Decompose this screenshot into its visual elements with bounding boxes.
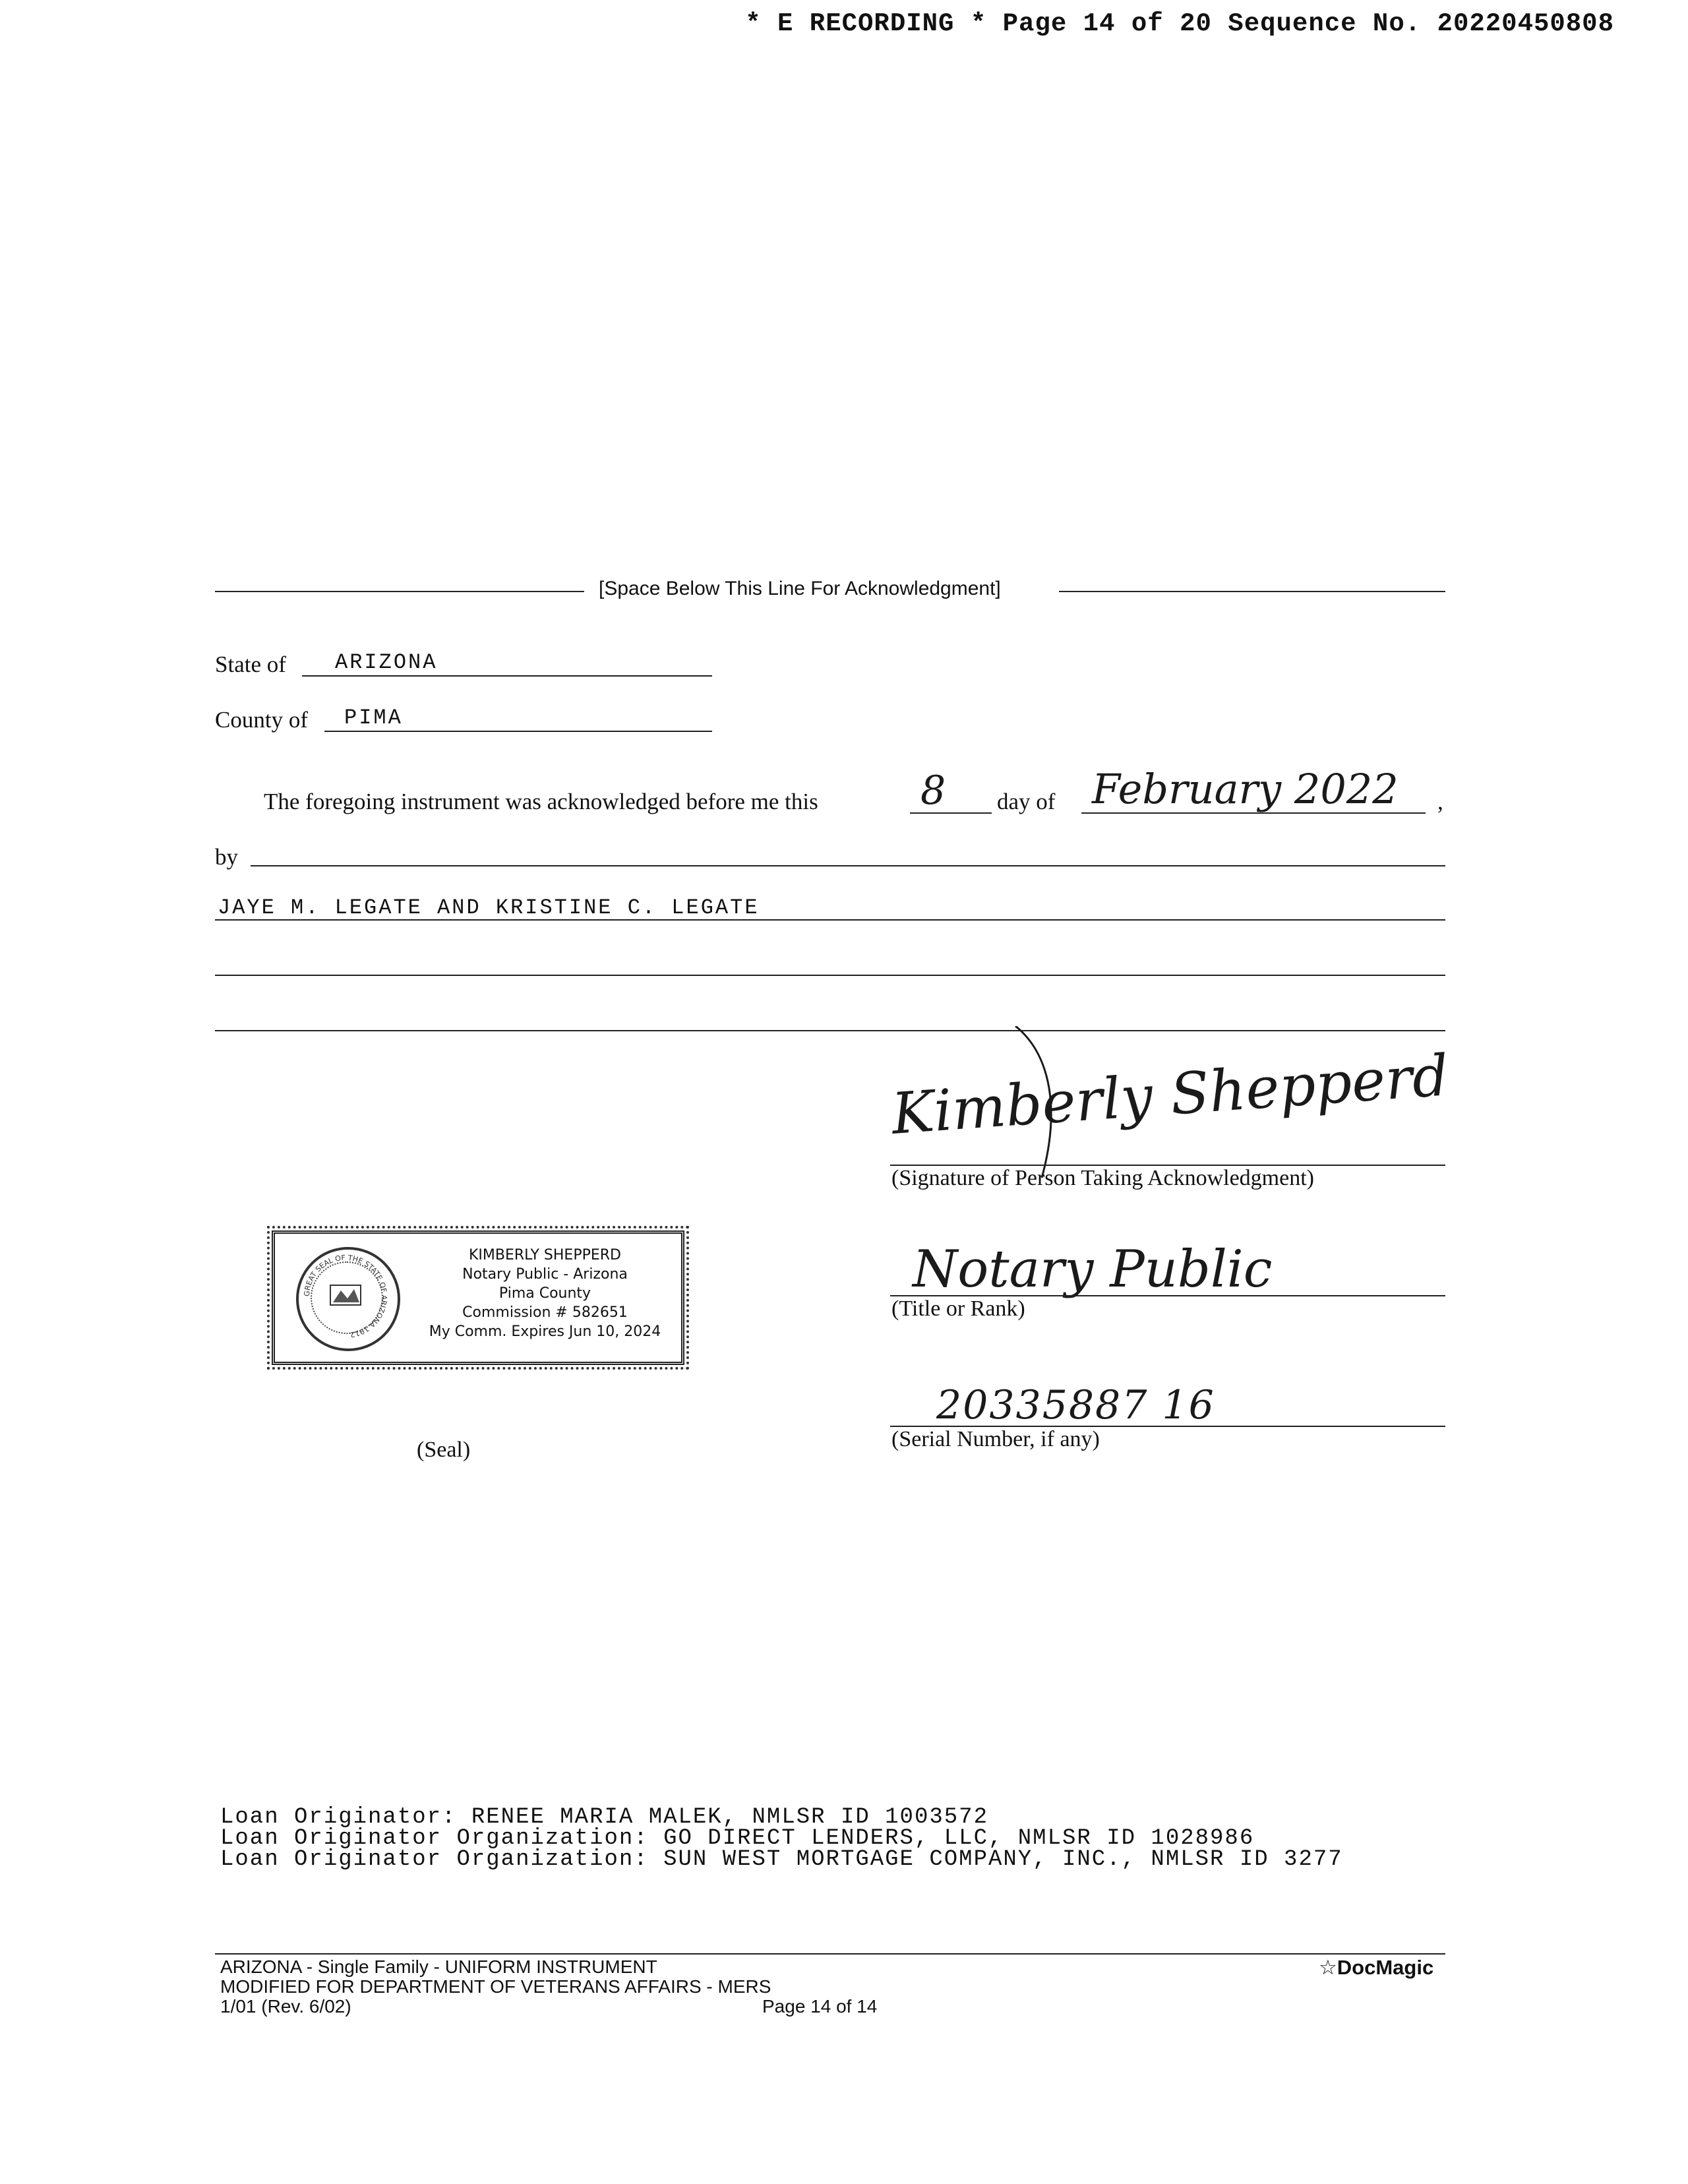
signature-caption: (Signature of Person Taking Acknowledgment) [891, 1166, 1314, 1190]
seal-line-name: KIMBERLY SHEPPERD [468, 1247, 621, 1263]
by-label: by [215, 844, 238, 870]
seal-line-title: Notary Public - Arizona [462, 1266, 628, 1283]
signature-flourish [1002, 1026, 1081, 1184]
recording-header: * E RECORDING * Page 14 of 20 Sequence No. 20220450808 [745, 9, 1614, 38]
serial-handwritten: 20335887 16 [936, 1382, 1215, 1428]
sentence-comma: , [1437, 789, 1443, 814]
notary-seal-stamp [272, 1230, 684, 1365]
state-value: ARIZONA [335, 650, 438, 675]
acknowledgment-sentence: The foregoing instrument was acknowledged before me this [264, 789, 818, 814]
by-underline [251, 865, 1445, 866]
footer-brand [1319, 1956, 1433, 1980]
seal-line-expires: My Comm. Expires Jun 10, 2024 [429, 1323, 661, 1340]
serial-caption: (Serial Number, if any) [891, 1427, 1100, 1451]
arizona-seal-icon [296, 1247, 400, 1351]
loan-originator-block [220, 1807, 1343, 1870]
notary-signature: Kimberly Shepperd [889, 1043, 1451, 1147]
county-label: County of [215, 707, 308, 733]
day-handwritten: 8 [920, 768, 946, 814]
banner-rule-left [215, 591, 584, 592]
county-underline [324, 731, 712, 732]
brand-name: DocMagic [1337, 1956, 1434, 1979]
county-value: PIMA [344, 706, 403, 730]
acknowledgment-banner: [Space Below This Line For Acknowledgment] [599, 578, 1001, 599]
footer-line-1: ARIZONA - Single Family - UNIFORM INSTRUMENT [220, 1957, 657, 1977]
seal-text-block [415, 1246, 675, 1341]
svg-text:GREAT SEAL OF THE STATE OF ARI [303, 1254, 388, 1339]
date-handwritten: February 2022 [1092, 765, 1399, 813]
loan-originator-line: Loan Originator Organization: GO DIRECT LENDERS, LLC, NMLSR ID 1028986 [220, 1826, 1255, 1851]
date-underline [1081, 812, 1426, 814]
seal-line-commission: Commission # 582651 [462, 1304, 628, 1321]
notary-title-handwritten: Notary Public [913, 1240, 1273, 1299]
footer-line-3: 1/01 (Rev. 6/02) [220, 1996, 351, 2017]
star-icon: ☆ [1319, 1956, 1337, 1979]
footer-form-info [220, 1957, 771, 2017]
banner-rule-right [1059, 591, 1445, 592]
footer-rule [215, 1953, 1445, 1955]
footer-page-number: Page 14 of 14 [762, 1996, 878, 2017]
seal-caption: (Seal) [417, 1438, 471, 1462]
title-caption: (Title or Rank) [891, 1296, 1025, 1321]
loan-originator-line: Loan Originator: RENEE MARIA MALEK, NMLSR ID 1003572 [220, 1805, 988, 1830]
blank-line-1 [215, 975, 1445, 976]
state-label: State of [215, 652, 286, 677]
seal-emblem-text: GREAT SEAL OF THE STATE OF ARIZONA 1912 [302, 1253, 389, 1339]
blank-line-2 [215, 1030, 1445, 1031]
day-underline [910, 812, 992, 814]
seal-line-county: Pima County [498, 1285, 591, 1302]
state-underline [302, 675, 712, 677]
footer-line-2: MODIFIED FOR DEPARTMENT OF VETERANS AFFAIRS - MERS [220, 1976, 771, 1997]
day-of-label: day of [997, 789, 1056, 814]
loan-originator-line: Loan Originator Organization: SUN WEST MORTGAGE COMPANY, INC., NMLSR ID 3277 [220, 1847, 1343, 1872]
by-value: JAYE M. LEGATE AND KRISTINE C. LEGATE [218, 895, 760, 920]
by-value-underline [215, 919, 1445, 921]
